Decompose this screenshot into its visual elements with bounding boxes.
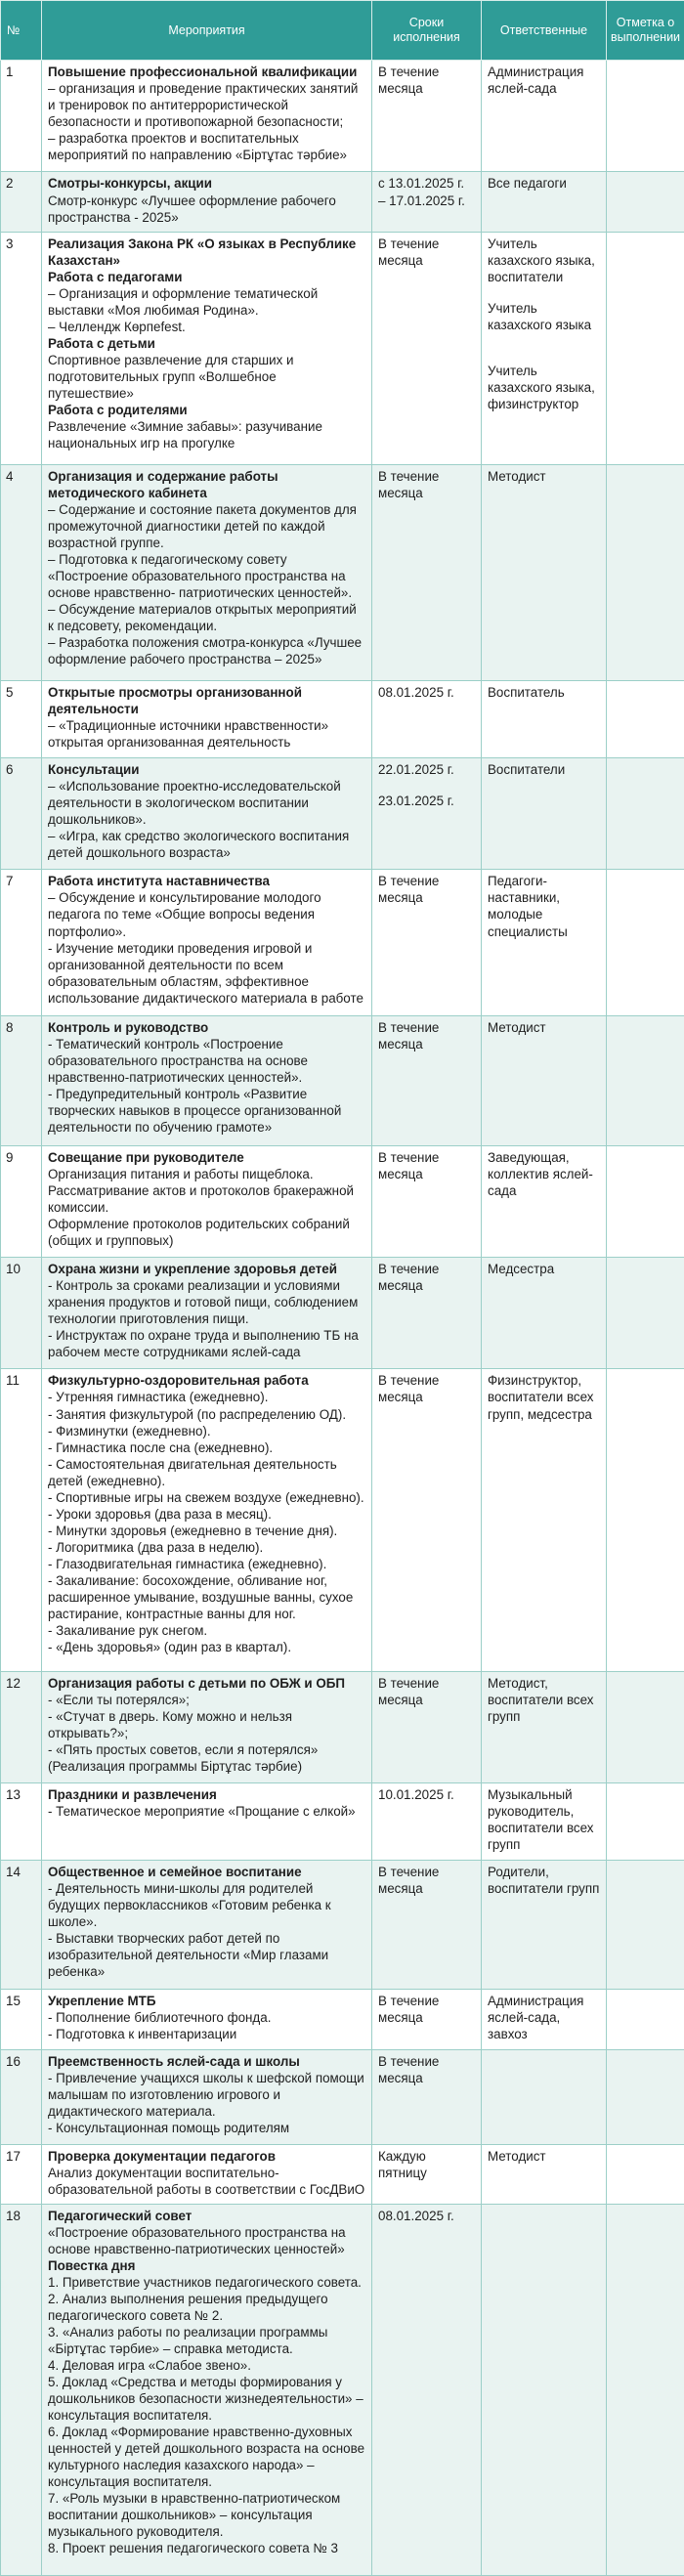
deadline-cell (372, 1671, 482, 1782)
event-cell (42, 1257, 372, 1368)
header-events: Мероприятия (42, 1, 372, 61)
deadline-cell (372, 1016, 482, 1145)
event-line: - Предупредительный контроль «Развитие творческих навыков в процессе организованной деятельности по обучению грамоте» (48, 1087, 342, 1136)
event-line: Повестка дня (48, 2257, 136, 2273)
table-row (1, 1016, 684, 1145)
event-cell (42, 680, 372, 757)
deadline-cell (372, 1145, 482, 1257)
table-row (1, 1369, 684, 1671)
table-row (1, 172, 684, 232)
completion-mark-cell (607, 465, 684, 681)
responsible-cell (482, 232, 607, 464)
responsible-text: Медсестра (488, 1261, 555, 1276)
responsible-cell (482, 757, 607, 869)
event-line: Работа с родителями (48, 403, 188, 418)
completion-mark-cell (607, 2144, 684, 2204)
responsible-cell (482, 1990, 607, 2049)
event-title: Работа института наставничества (48, 874, 270, 889)
row-number: 16 (1, 2049, 42, 2144)
completion-mark-cell (607, 1861, 684, 1990)
row-number: 11 (1, 1369, 42, 1671)
table-row (1, 1145, 684, 1257)
event-cell (42, 757, 372, 869)
event-cell (42, 1145, 372, 1257)
event-line: - Тематический контроль «Построение образовательного пространства на основе нравственно-патриотических ценностей». (48, 1037, 308, 1086)
completion-mark-cell (607, 232, 684, 464)
event-line: - Глазодвигательная гимнастика (ежедневно). (48, 1556, 327, 1571)
table-body (1, 61, 684, 2576)
table-row (1, 1783, 684, 1861)
deadline-text: В течение месяца (378, 64, 440, 97)
header-mark: Отметка о выполнении (607, 1, 684, 61)
event-cell (42, 465, 372, 681)
responsible-cell (482, 1016, 607, 1145)
completion-mark-cell (607, 2204, 684, 2575)
event-line: Работа с детьми (48, 335, 155, 351)
event-line: - Самостоятельная двигательная деятельность детей (ежедневно). (48, 1456, 337, 1488)
event-title: Охрана жизни и укрепление здоровья детей (48, 1261, 337, 1276)
header-responsible: Ответственные (482, 1, 607, 61)
row-number: 7 (1, 870, 42, 1016)
event-cell (42, 870, 372, 1016)
event-line: 7. «Роль музыки в нравственно-патриотическом воспитании дошкольников» – консультация музыкального руководителя. (48, 2491, 341, 2540)
deadline-cell (372, 232, 482, 464)
responsible-cell (482, 1783, 607, 1861)
deadline-text: В течение месяца (378, 469, 440, 501)
completion-mark-cell (607, 870, 684, 1016)
row-number: 9 (1, 1145, 42, 1257)
event-title: Открытые просмотры организованной деятельности (48, 684, 302, 716)
deadline-cell (372, 757, 482, 869)
event-line: - Закаливание: босохождение, обливание ног, расширенное умывание, воздушные ванны, сухое растирание, контрастные ванны для ног. (48, 1572, 354, 1621)
responsible-text: Все педагоги (488, 176, 567, 192)
deadline-text: В течение месяца (378, 1675, 440, 1707)
event-line: – Подготовка к педагогическому совету «Построение образовательного пространства на основе нравственно- патриотических ценностей». (48, 552, 353, 601)
event-line: - Подготовка к инвентаризации (48, 2027, 237, 2042)
responsible-text: Педагоги-наставники, молодые специалисты (488, 874, 568, 939)
event-line: 8. Проект решения педагогического совета № 3 (48, 2541, 338, 2556)
table-row (1, 870, 684, 1016)
table-row (1, 680, 684, 757)
responsible-text: Учитель казахского языка, воспитатели (488, 236, 595, 284)
event-line: 2. Анализ выполнения решения предыдущего педагогического совета № 2. (48, 2291, 328, 2323)
row-number: 4 (1, 465, 42, 681)
deadline-text: 10.01.2025 г. (378, 1787, 454, 1803)
deadline-cell (372, 680, 482, 757)
event-line: - Консультационная помощь родителям (48, 2120, 290, 2135)
event-line: - Спортивные игры на свежем воздухе (ежедневно). (48, 1489, 364, 1505)
deadline-text: с 13.01.2025 г. – 17.01.2025 г. (378, 176, 465, 208)
event-line: – Челлендж Көрпеfest. (48, 319, 186, 334)
event-line: Организация питания и работы пищеблока. Рассматривание актов и протоколов бракеражной комиссии. (48, 1166, 354, 1215)
event-line: – Организация и оформление тематической выставки «Моя любимая Родина». (48, 285, 319, 318)
event-title: Консультации (48, 761, 140, 777)
event-line: 4. Деловая игра «Слабое звено». (48, 2358, 251, 2374)
responsible-text: Методист (488, 1020, 546, 1036)
row-number: 18 (1, 2204, 42, 2575)
deadline-text: В течение месяца (378, 236, 440, 268)
completion-mark-cell (607, 61, 684, 172)
event-line: - «День здоровья» (один раз в квартал). (48, 1639, 292, 1654)
responsible-cell (482, 1369, 607, 1671)
event-title: Повышение профессиональной квалификации (48, 64, 358, 79)
responsible-cell (482, 61, 607, 172)
event-line: 5. Доклад «Средства и методы формирования у дошкольников безопасности жизнедеятельности» – консультация воспитателя. (48, 2375, 363, 2424)
responsible-text: Родители, воспитатели групп (488, 1865, 600, 1897)
responsible-cell (482, 870, 607, 1016)
responsible-cell (482, 1145, 607, 1257)
row-number: 2 (1, 172, 42, 232)
event-line: Смотр-конкурс «Лучшее оформление рабочего пространства - 2025» (48, 193, 336, 225)
table-row (1, 2049, 684, 2144)
responsible-cell (482, 680, 607, 757)
event-line: 6. Доклад «Формирование нравственно-духовных ценностей у детей дошкольного возраста на основе культурного наследия казахского народа» – консультация воспитателя. (48, 2425, 365, 2490)
responsible-text: Заведующая, коллектив яслей-сада (488, 1149, 593, 1198)
event-line: - Пополнение библиотечного фонда. (48, 2010, 272, 2026)
event-cell (42, 1783, 372, 1861)
deadline-cell (372, 2204, 482, 2575)
event-line: - Минутки здоровья (ежедневно в течение дня). (48, 1523, 338, 1538)
event-line: - Привлечение учащихся школы к шефской помощи малышам по изготовлению игрового и дидактического материала. (48, 2070, 364, 2119)
event-title: Общественное и семейное воспитание (48, 1865, 302, 1880)
table-row (1, 232, 684, 464)
event-title: Смотры-конкурсы, акции (48, 176, 212, 192)
row-number: 12 (1, 1671, 42, 1782)
event-line: - Инструктаж по охране труда и выполнению ТБ на рабочем месте сотрудниками яслей-сада (48, 1328, 359, 1360)
header-deadline: Сроки исполнения (372, 1, 482, 61)
completion-mark-cell (607, 1257, 684, 1368)
event-title: Организация и содержание работы методического кабинета (48, 469, 278, 501)
event-title: Педагогический совет (48, 2208, 192, 2223)
completion-mark-cell (607, 1369, 684, 1671)
table-row (1, 2204, 684, 2575)
event-line: Спортивное развлечение для старших и подготовительных групп «Волшебное путешествие» (48, 352, 294, 402)
table-row (1, 1257, 684, 1368)
deadline-text: В течение месяца (378, 1994, 440, 2026)
event-line: - Контроль за сроками реализации и условиями хранения продуктов и готовой пищи, соблюдением технологии приготовления пищи. (48, 1278, 359, 1327)
event-title: Проверка документации педагогов (48, 2148, 276, 2164)
row-number: 5 (1, 680, 42, 757)
responsible-text: Администрация яслей-сада, завхоз (488, 1994, 584, 2042)
completion-mark-cell (607, 1671, 684, 1782)
completion-mark-cell (607, 1783, 684, 1861)
completion-mark-cell (607, 1145, 684, 1257)
responsible-text: Методист (488, 469, 546, 485)
event-title: Организация работы с детьми по ОБЖ и ОБП (48, 1675, 346, 1691)
table-header-row (1, 1, 684, 61)
event-line: - Изучение методики проведения игровой и организованной деятельности по всем образовательным областям, эффективное использование дидактического материала в работе (48, 940, 363, 1006)
deadline-cell (372, 2144, 482, 2204)
responsible-text: Методист, воспитатели всех групп (488, 1675, 594, 1724)
event-cell (42, 1990, 372, 2049)
deadline-cell (372, 870, 482, 1016)
responsible-text: Физинструктор, воспитатели всех групп, медсестра (488, 1373, 594, 1422)
event-title: Укрепление МТБ (48, 1994, 156, 2009)
event-cell (42, 2144, 372, 2204)
event-title: Праздники и развлечения (48, 1787, 217, 1803)
row-number: 10 (1, 1257, 42, 1368)
deadline-text: 08.01.2025 г. (378, 2208, 454, 2223)
table-row (1, 2144, 684, 2204)
event-line: - Деятельность мини-школы для родителей будущих первоклассников «Готовим ребенка к школе». (48, 1881, 331, 1930)
header-num: № (1, 1, 42, 61)
event-title: Физкультурно-оздоровительная работа (48, 1373, 309, 1389)
event-line: - Уроки здоровья (два раза в месяц). (48, 1506, 272, 1522)
row-number: 8 (1, 1016, 42, 1145)
event-line: - Утренняя гимнастика (ежедневно). (48, 1390, 269, 1405)
row-number: 14 (1, 1861, 42, 1990)
responsible-cell (482, 2204, 607, 2575)
event-line: – Содержание и состояние пакета документов для промежуточной диагностики детей по каждой возрастной группе. (48, 502, 357, 551)
responsible-text: Воспитатель (488, 684, 565, 700)
event-line: - «Стучат в дверь. Кому можно и нельзя открывать?»; (48, 1708, 293, 1740)
deadline-text: 08.01.2025 г. (378, 684, 454, 700)
deadline-cell (372, 1990, 482, 2049)
completion-mark-cell (607, 2049, 684, 2144)
event-line: – Обсуждение и консультирование молодого педагога по теме «Общие вопросы ведения портфолио». (48, 890, 321, 939)
deadline-text: В течение месяца (378, 1261, 440, 1293)
event-line: – «Традиционные источники нравственности» открытая организованная деятельность (48, 717, 329, 750)
event-line: – «Игра, как средство экологического воспитания детей дошкольного возраста» (48, 829, 350, 861)
row-number: 13 (1, 1783, 42, 1861)
table-row (1, 1671, 684, 1782)
row-number: 6 (1, 757, 42, 869)
event-line: 3. «Анализ работы по реализации программы «Біртұтас тәрбие» – справка методиста. (48, 2325, 328, 2357)
event-line: Работа с педагогами (48, 269, 183, 284)
event-line: - Гимнастика после сна (ежедневно). (48, 1439, 274, 1455)
deadline-text: В течение месяца (378, 1020, 440, 1052)
completion-mark-cell (607, 757, 684, 869)
event-line: Развлечение «Зимние забавы»: разучивание национальных игр на прогулке (48, 419, 322, 451)
deadline-cell (372, 172, 482, 232)
event-cell (42, 232, 372, 464)
event-line: Оформление протоколов родительских собраний (общих и групповых) (48, 1216, 350, 1248)
event-title: Совещание при руководителе (48, 1149, 244, 1165)
table-row (1, 1990, 684, 2049)
deadline-text: Каждую пятницу (378, 2148, 427, 2180)
deadline-text: В течение месяца (378, 2053, 440, 2085)
event-cell (42, 2049, 372, 2144)
deadline-text: В течение месяца (378, 1865, 440, 1897)
responsible-cell (482, 172, 607, 232)
completion-mark-cell (607, 172, 684, 232)
deadline-cell (372, 1257, 482, 1368)
responsible-text: Воспитатели (488, 761, 566, 777)
event-cell (42, 172, 372, 232)
responsible-text: Учитель казахского языка (488, 300, 592, 332)
responsible-cell (482, 465, 607, 681)
responsible-cell (482, 1861, 607, 1990)
event-line: - Занятия физкультурой (по распределению ОД). (48, 1406, 347, 1422)
event-line: - Закаливание рук снегом. (48, 1622, 208, 1638)
event-cell (42, 1861, 372, 1990)
event-line: 1. Приветствие участников педагогического совета. (48, 2274, 362, 2290)
event-line: - «Пять простых советов, если я потерялся» (Реализация программы Біртұтас тәрбие) (48, 1741, 319, 1774)
event-line: – разработка проектов и воспитательных мероприятий по направлению «Біртұтас тәрбие» (48, 131, 348, 163)
event-line: – Обсуждение материалов открытых мероприятий к педсовету, рекомендации. (48, 602, 357, 634)
event-title: Преемственность яслей-сада и школы (48, 2053, 300, 2069)
row-number: 3 (1, 232, 42, 464)
responsible-cell (482, 1671, 607, 1782)
event-line: – «Использование проектно-исследовательской деятельности в экологическом воспитании дошкольников». (48, 778, 341, 828)
deadline-cell (372, 2049, 482, 2144)
event-title: Реализация Закона РК «О языках в Республике Казахстан» (48, 236, 357, 268)
deadline-cell (372, 1783, 482, 1861)
deadline-text: В течение месяца (378, 874, 440, 906)
event-cell (42, 1016, 372, 1145)
event-line: - Выставки творческих работ детей по изобразительной деятельности «Мир глазами ребенка» (48, 1931, 329, 1980)
event-cell (42, 61, 372, 172)
completion-mark-cell (607, 1990, 684, 2049)
table-row (1, 757, 684, 869)
row-number: 1 (1, 61, 42, 172)
responsible-text: Музыкальный руководитель, воспитатели всех групп (488, 1787, 594, 1853)
deadline-cell (372, 61, 482, 172)
responsible-text: Администрация яслей-сада (488, 64, 584, 97)
responsible-text: Методист (488, 2148, 546, 2164)
responsible-cell (482, 2144, 607, 2204)
deadline-text: 23.01.2025 г. (378, 793, 454, 808)
deadline-cell (372, 1369, 482, 1671)
completion-mark-cell (607, 680, 684, 757)
event-cell (42, 2204, 372, 2575)
deadline-text: В течение месяца (378, 1373, 440, 1405)
completion-mark-cell (607, 1016, 684, 1145)
responsible-cell (482, 1257, 607, 1368)
event-line: – организация и проведение практических занятий и тренировок по антитеррористической безопасности и противопожарной безопасности; (48, 81, 359, 130)
deadline-text: В течение месяца (378, 1149, 440, 1181)
event-line: - Тематическое мероприятие «Прощание с елкой» (48, 1804, 356, 1820)
table-row (1, 1861, 684, 1990)
event-line: - «Если ты потерялся»; (48, 1692, 190, 1707)
table-row (1, 465, 684, 681)
event-line: – Разработка положения смотра-конкурса «Лучшее оформление рабочего пространства – 2025» (48, 635, 363, 667)
row-number: 15 (1, 1990, 42, 2049)
event-line: - Физминутки (ежедневно). (48, 1423, 211, 1438)
event-line: - Логоритмика (два раза в неделю). (48, 1539, 264, 1555)
deadline-cell (372, 1861, 482, 1990)
event-title: Контроль и руководство (48, 1020, 209, 1036)
deadline-cell (372, 465, 482, 681)
deadline-text: 22.01.2025 г. (378, 761, 454, 777)
event-line: Анализ документации воспитательно-образовательной работы в соответствии с ГосДВиО (48, 2165, 365, 2197)
event-line: «Построение образовательного пространства на основе нравственно-патриотических ценностей» (48, 2224, 346, 2256)
responsible-cell (482, 2049, 607, 2144)
responsible-text: Учитель казахского языка, физинструктор (488, 363, 595, 411)
table-row (1, 61, 684, 172)
event-cell (42, 1369, 372, 1671)
event-cell (42, 1671, 372, 1782)
row-number: 17 (1, 2144, 42, 2204)
